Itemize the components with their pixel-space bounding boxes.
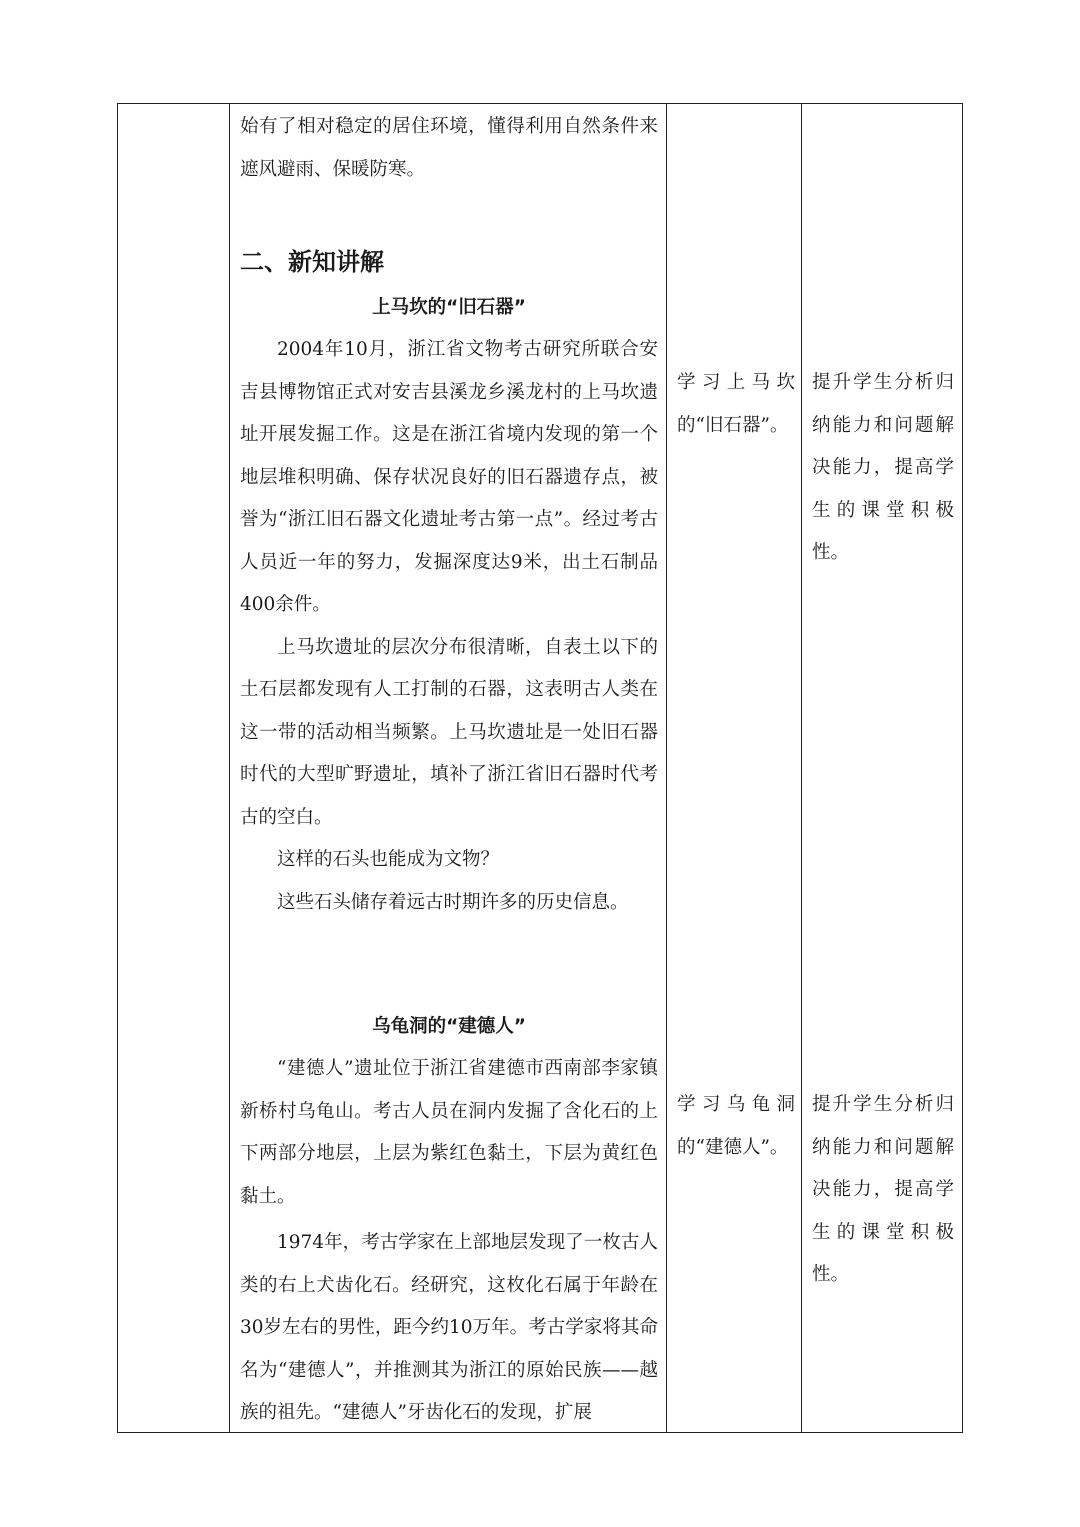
topic1-paragraph: 这样的石头也能成为文物？: [277, 849, 500, 870]
topic1-title: 上马坎的“旧石器”: [372, 297, 526, 318]
topic1-activity: 学习上马坎的“旧石器”。: [677, 372, 795, 436]
topic2-paragraph: 1974年，考古学家在上部地层发现了一枚古人类的右上犬齿化石。经研究，这枚化石属于年龄在30岁左右的男性，距今约10万年。考古学家将其命名为“建德人”，并推测其为浙江的原始民族——越族的祖先。“建德人”牙齿化石的发现，扩展: [240, 1232, 658, 1423]
topic1-paragraph: 上马坎遗址的层次分布很清晰，自表土以下的土石层都发现有人工打制的石器，这表明古人类在这一带的活动相当频繁。上马坎遗址是一处旧石器时代的大型旷野遗址，填补了浙江省旧石器时代考古的空白。: [240, 636, 658, 828]
topic1-paragraph: 2004年10月，浙江省文物考古研究所联合安吉县博物馆正式对安吉县溪龙乡溪龙村的上马坎遗址开展发掘工作。这是在浙江省境内发现的第一个地层堆积明确、保存状况良好的旧石器遗存点，被誉为“浙江旧石器文化遗址考古第一点”。经过考古人员近一年的努力，发掘深度达9米，出土石制品400余件。: [240, 339, 658, 615]
column-divider: [801, 104, 802, 1432]
teaching-content-cell: [240, 106, 658, 1435]
topic2-purpose: 提升学生分析归纳能力和问题解决能力，提高学生的课堂积极性。: [812, 1094, 954, 1285]
topic1-purpose: 提升学生分析归纳能力和问题解决能力，提高学生的课堂积极性。: [812, 372, 954, 563]
intro-paragraph: 始有了相对稳定的居住环境，懂得利用自然条件来遮风避雨、保暖防寒。: [240, 116, 658, 180]
column-divider: [666, 104, 667, 1432]
column-divider: [229, 104, 230, 1432]
topic1-paragraph: 这些石头储存着远古时期许多的历史信息。: [277, 891, 629, 913]
section-heading: 二、新知讲解: [240, 248, 384, 276]
topic2-paragraph: “建德人”遗址位于浙江省建德市西南部李家镇新桥村乌龟山。考古人员在洞内发掘了含化石的上下两部分地层，上层为紫红色黏土，下层为黄红色黏土。: [240, 1058, 658, 1207]
topic2-title: 乌龟洞的“建德人”: [372, 1016, 526, 1037]
topic2-activity: 学习乌龟洞的“建德人”。: [677, 1094, 795, 1158]
stage-column-cell: [118, 104, 229, 1432]
lesson-table: [117, 103, 963, 1433]
